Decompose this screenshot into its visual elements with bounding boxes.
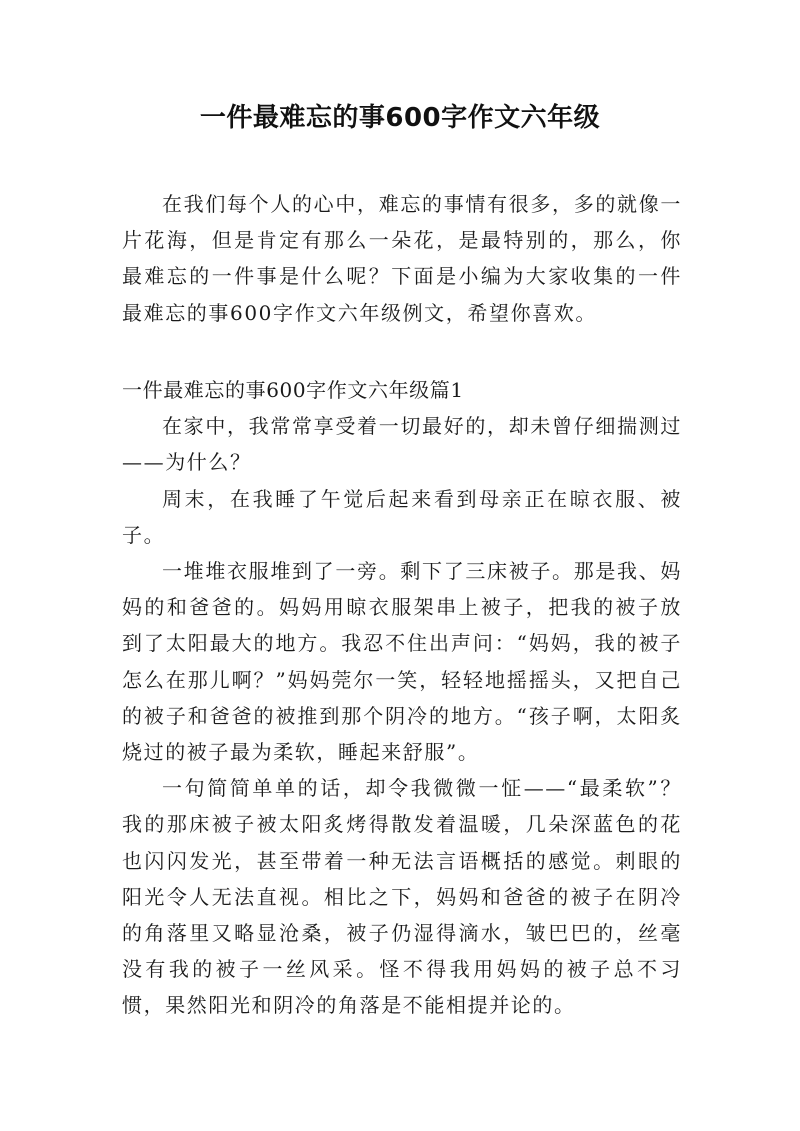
body-paragraph: 在家中，我常常享受着一切最好的，却未曾仔细揣测过——为什么？ (122, 414, 682, 475)
section-heading: 一件最难忘的事600字作文六年级篇1 (122, 378, 464, 402)
article-body (122, 372, 682, 1024)
body-paragraph: 一句简简单单的话，却令我微微一怔——“最柔软”？我的那床被子被太阳炙烤得散发着温暖，几朵深蓝色的花也闪闪发光，甚至带着一种无法言语概括的感觉。刺眼的阳光令人无法直视。相比之下，妈妈和爸爸的被子在阴冷的角落里又略显沧桑，被子仍湿得滴水，皱巴巴的，丝毫没有我的被子一丝风采。怪不得我用妈妈的被子总不习惯，果然阳光和阴冷的角落是不能相提并论的。 (122, 776, 682, 1018)
intro-paragraph: 在我们每个人的心中，难忘的事情有很多，多的就像一片花海，但是肯定有那么一朵花，是最特别的，那么，你最难忘的一件事是什么呢？下面是小编为大家收集的一件最难忘的事600字作文六年级例文，希望你喜欢。 (122, 192, 682, 325)
body-paragraph: 周末，在我睡了午觉后起来看到母亲正在晾衣服、被子。 (122, 486, 682, 547)
document-title: 一件最难忘的事600字作文六年级 (199, 103, 601, 133)
body-paragraph: 一堆堆衣服堆到了一旁。剩下了三床被子。那是我、妈妈的和爸爸的。妈妈用晾衣服架串上被子，把我的被子放到了太阳最大的地方。我忍不住出声问：“妈妈，我的被子怎么在那儿啊？”妈妈莞尔一笑，轻轻地摇摇头，又把自己的被子和爸爸的被推到那个阴冷的地方。“孩子啊，太阳炙烧过的被子最为柔软，睡起来舒服”。 (122, 559, 682, 765)
intro-block (122, 186, 682, 331)
